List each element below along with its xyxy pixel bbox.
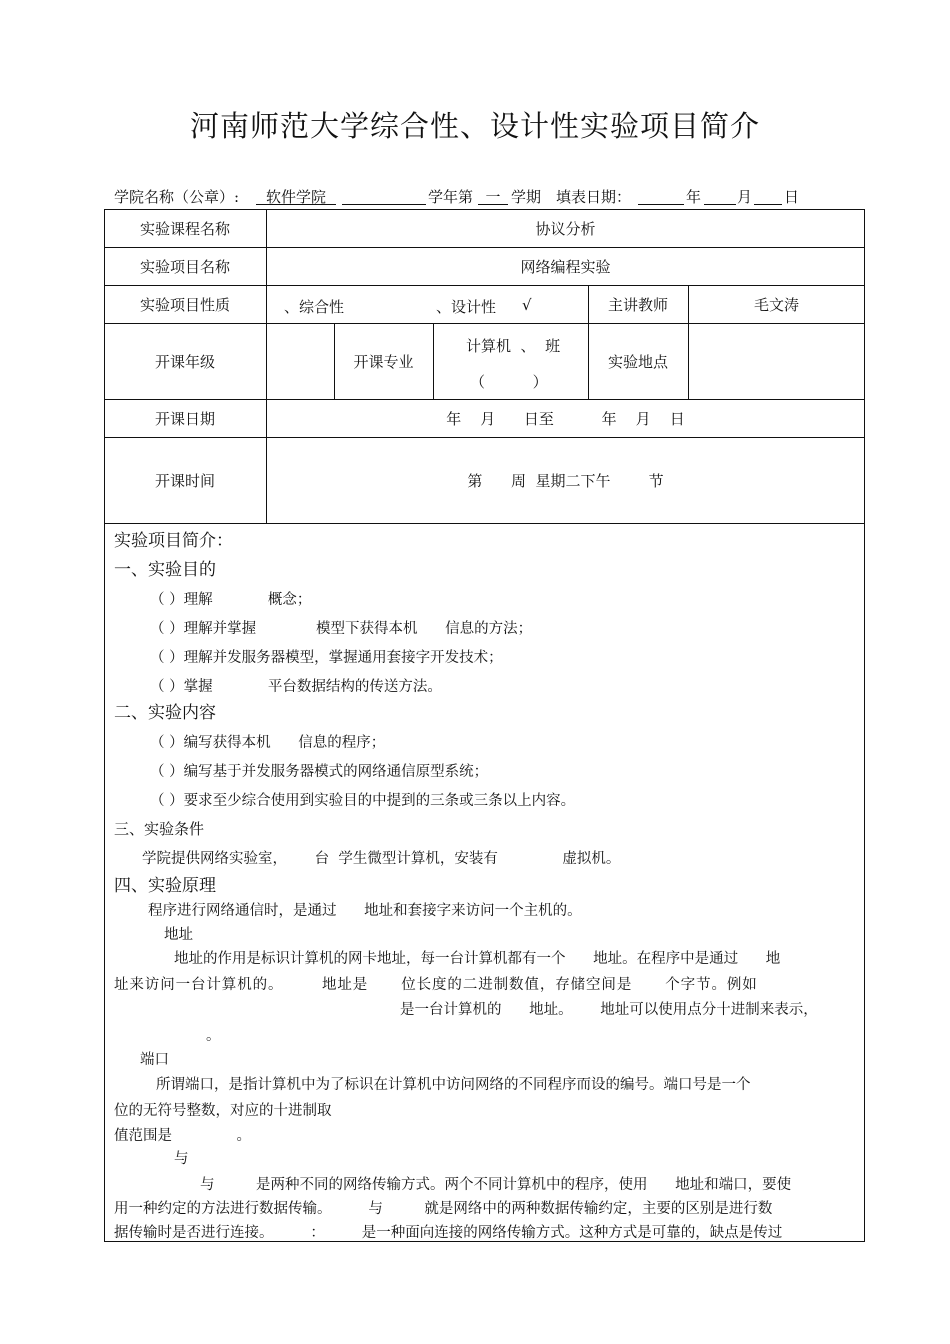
port-text-line: 值范围是 。 <box>114 1128 252 1144</box>
date-value: 年 月 日至 年 月 日 <box>446 409 685 428</box>
semester-value: 一 <box>478 186 508 205</box>
nature-design: 、设计性 <box>436 298 497 316</box>
section-1-item: （ ）掌握 平台数据结构的传送方法。 <box>150 679 442 695</box>
section-1-item: （ ）理解并发服务器模型，掌握通用套接字开发技术； <box>150 650 503 666</box>
project-value: 网络编程实验 <box>520 257 611 276</box>
section-1-item: （ ）理解并掌握 模型下获得本机 信息的方法； <box>150 621 533 637</box>
fill-day-blank <box>754 186 782 205</box>
tcp-udp-text-line: 据传输时是否进行连接。 ： 是一种面向连接的网络传输方式。这种方式是可靠的，缺点是传过 <box>114 1225 783 1241</box>
ip-text-line: 是一台计算机的 地址。 地址可以使用点分十进制来表示， <box>400 1002 818 1018</box>
major-line-2: （ ） <box>470 373 548 391</box>
nature-label: 实验项目性质 <box>139 295 230 314</box>
nature-check-mark: √ <box>522 296 532 314</box>
port-heading: 端口 <box>140 1052 169 1068</box>
major-label: 开课专业 <box>353 352 414 371</box>
date-label: 开课日期 <box>154 409 215 428</box>
fill-year-blank <box>638 186 684 205</box>
section-3-heading: 三、实验条件 <box>114 820 205 838</box>
teacher-label: 主讲教师 <box>607 295 668 314</box>
section-2-item: （ ）编写获得本机 信息的程序； <box>150 735 386 751</box>
col-divider <box>433 323 434 399</box>
ip-text-line: 地址的作用是标识计算机的网卡地址，每一台计算机都有一个 地址。在程序中是通过 地 <box>174 951 781 967</box>
course-label: 实验课程名称 <box>139 219 230 238</box>
section-2-item: （ ）编写基于并发服务器模式的网络通信原型系统； <box>150 764 489 780</box>
teacher-value: 毛文涛 <box>753 295 799 314</box>
college-value: 软件学院 <box>256 186 336 205</box>
page-title: 河南师范大学综合性、设计性实验项目简介 <box>189 109 760 143</box>
grade-value <box>266 323 334 399</box>
fill-date-label: 填表日期： <box>556 188 632 206</box>
course-value: 协议分析 <box>535 219 596 238</box>
location-label: 实验地点 <box>607 352 668 371</box>
port-text-line: 位的无符号整数，对应的十进制取 <box>114 1103 332 1119</box>
section-2-heading: 二、实验内容 <box>114 703 216 723</box>
ip-text-line: 。 <box>206 1028 221 1044</box>
grade-label: 开课年级 <box>154 352 215 371</box>
academic-year-blank <box>342 186 426 205</box>
month-unit: 月 <box>737 188 753 206</box>
nature-comprehensive: 、综合性 <box>284 298 345 316</box>
year-unit: 年 <box>686 188 702 206</box>
semester-label: 学期 <box>511 188 542 206</box>
time-label: 开课时间 <box>154 471 215 490</box>
day-unit: 日 <box>784 188 800 206</box>
row-divider <box>104 523 865 524</box>
year-label: 学年第 <box>428 188 474 206</box>
tcp-udp-text-line: 与 是两种不同的网络传输方式。两个不同计算机中的程序，使用 地址和端口，要使 <box>200 1177 792 1193</box>
college-label: 学院名称（公章）: <box>114 188 240 206</box>
tcp-udp-text-line: 用一种约定的方法进行数据传输。 与 就是网络中的两种数据传输约定，主要的区别是进行数 <box>114 1201 773 1217</box>
section-4-heading: 四、实验原理 <box>114 876 216 896</box>
time-value: 第 周 星期二下午 节 <box>467 471 664 490</box>
ip-heading: 地址 <box>164 927 193 943</box>
tcp-udp-heading: 与 <box>174 1151 189 1167</box>
major-line-1: 计算机 、 班 <box>466 337 561 355</box>
project-label: 实验项目名称 <box>139 257 230 276</box>
section-1-heading: 一、实验目的 <box>114 560 216 580</box>
intro-heading: 实验项目简介： <box>114 531 233 551</box>
ip-text-line: 址来访问一台计算机的。 地址是 位长度的二进制数值，存储空间是 个字节。例如 <box>114 977 758 993</box>
section-4-paragraph: 程序进行网络通信时，是通过 地址和套接字来访问一个主机的。 <box>148 903 582 919</box>
location-value <box>688 323 865 399</box>
fill-month-blank <box>704 186 736 205</box>
section-2-item: （ ）要求至少综合使用到实验目的中提到的三条或三条以上内容。 <box>150 793 576 809</box>
port-text-line: 所谓端口，是指计算机中为了标识在计算机中访问网络的不同程序而设的编号。端口号是一个 <box>156 1077 751 1093</box>
section-3-text: 学院提供网络实验室， 台 学生微型计算机，安装有 虚拟机。 <box>142 851 621 867</box>
section-1-item: （ ）理解 概念； <box>150 592 312 608</box>
